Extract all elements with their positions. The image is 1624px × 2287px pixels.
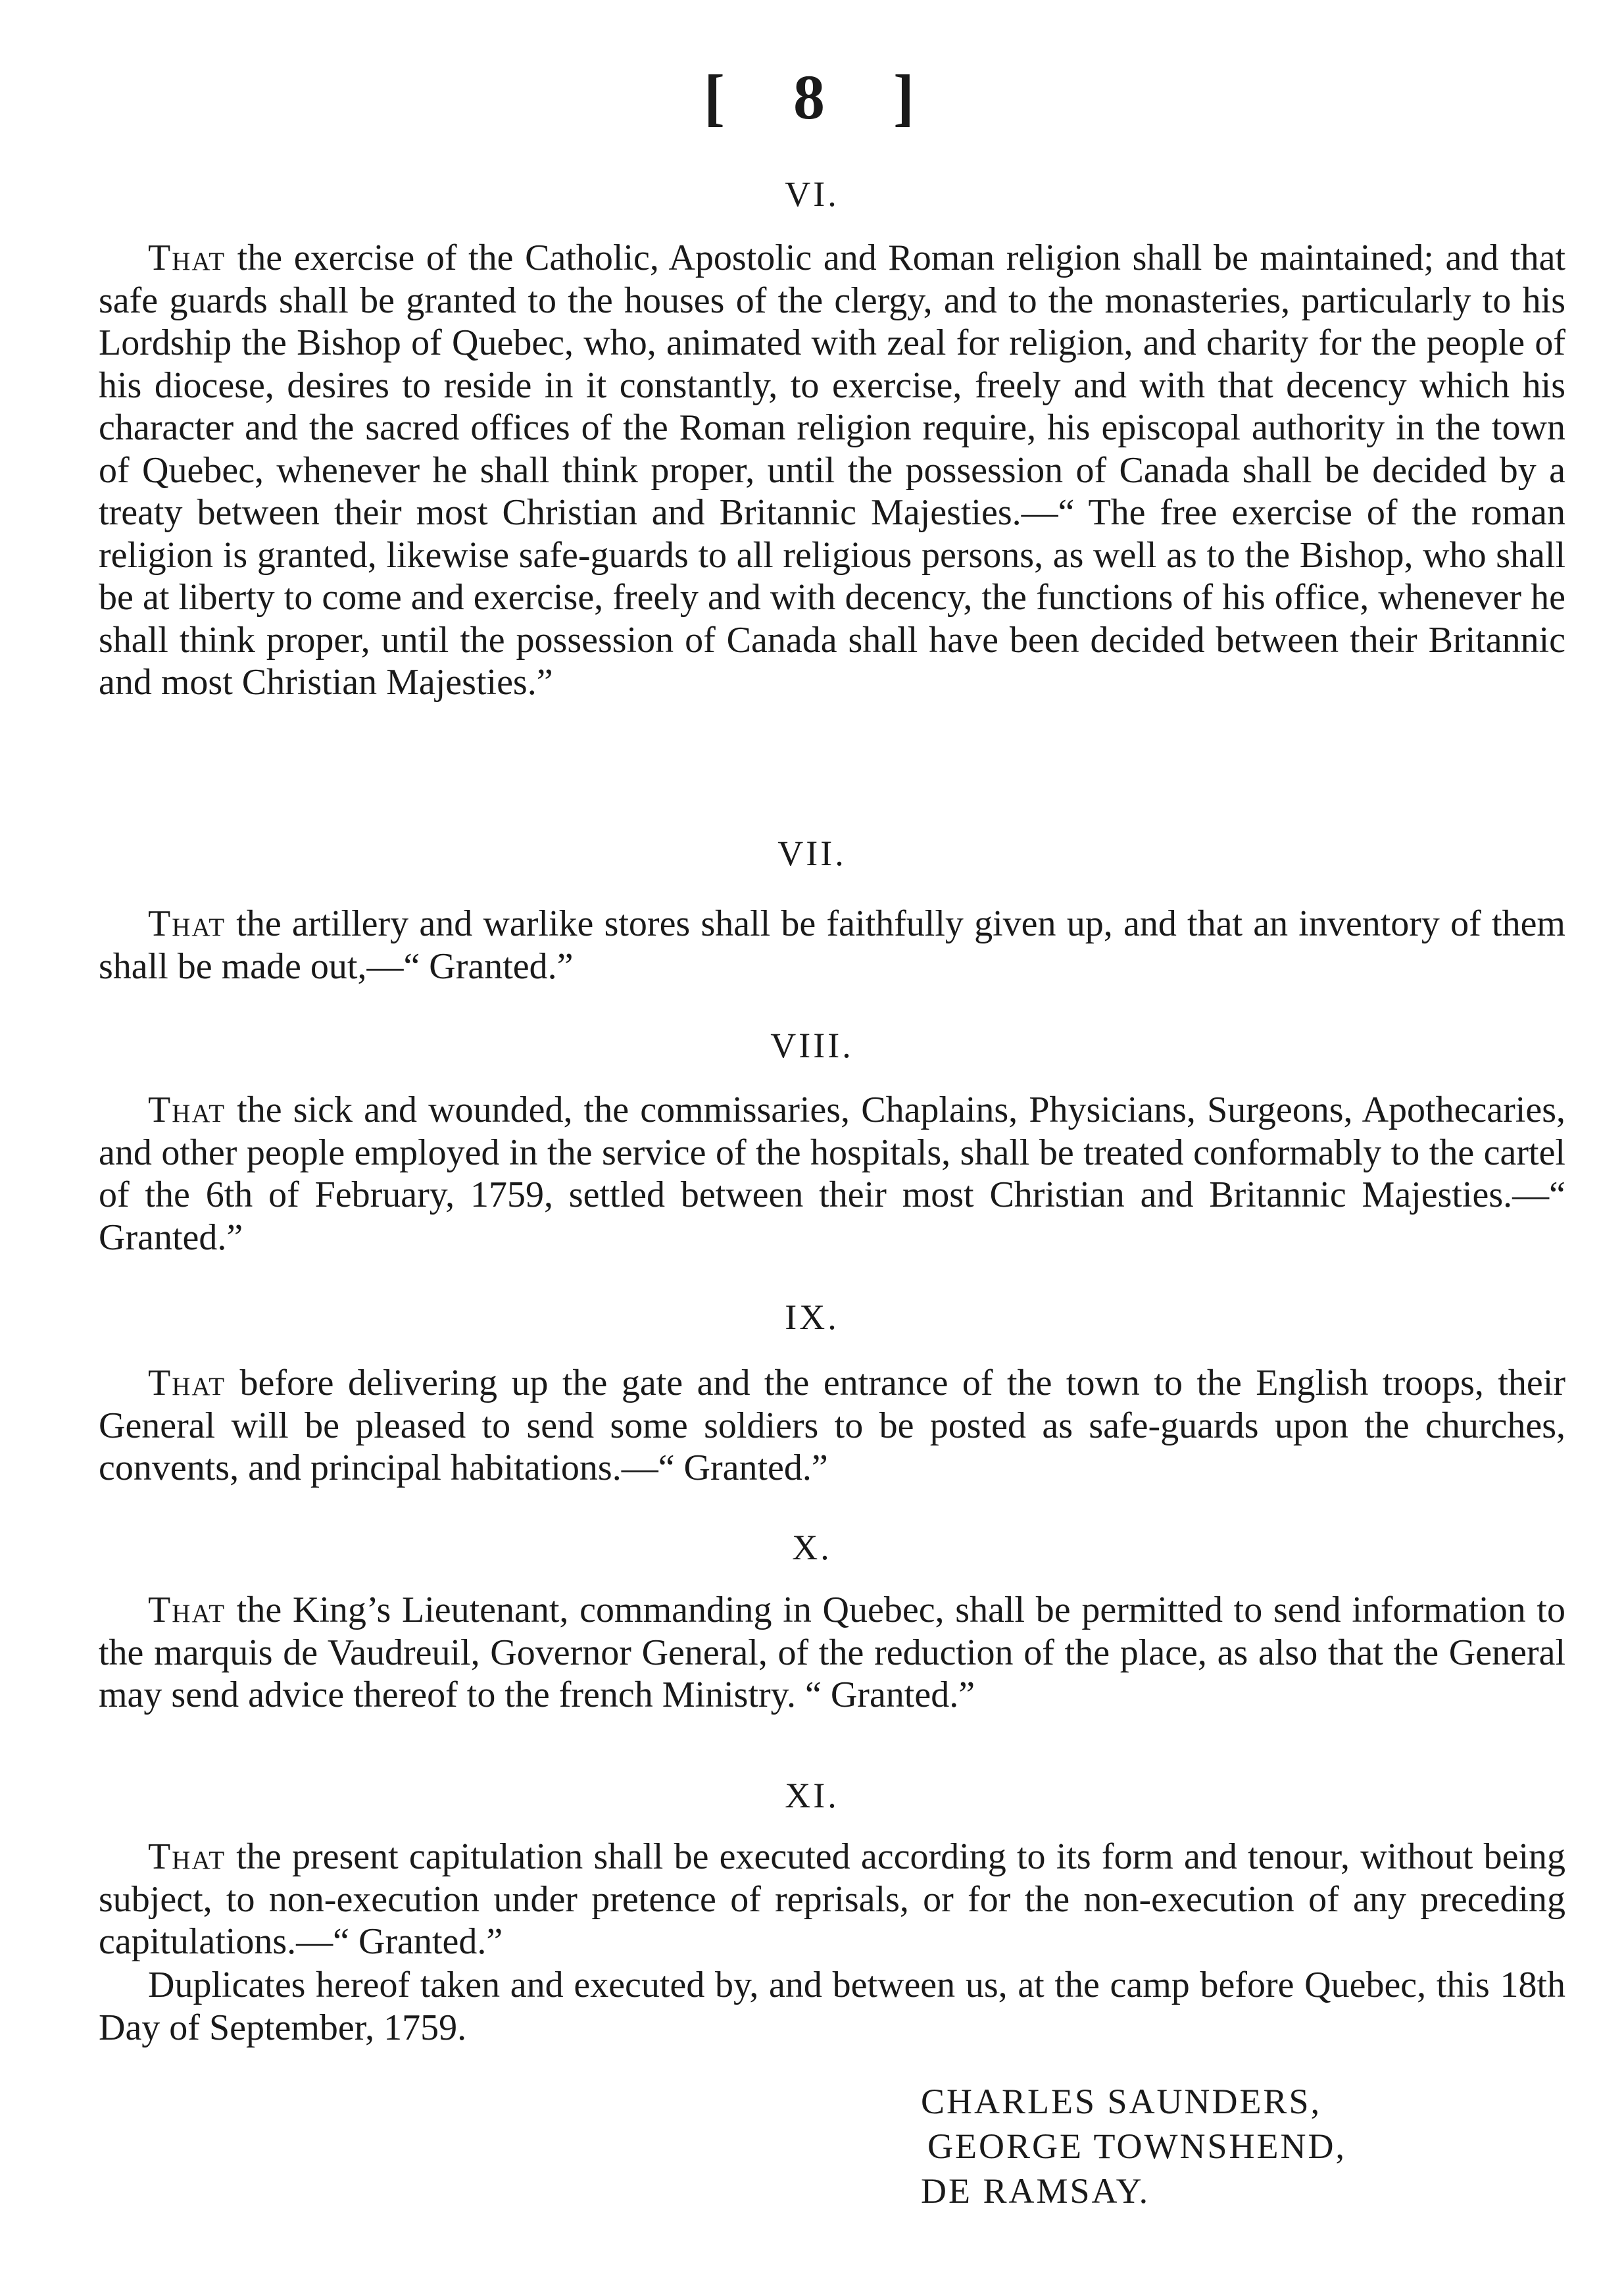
article-heading-xi: XI. — [785, 1776, 839, 1815]
article-text: the present capitulation shall be executed according to its form and tenour, without being subject, to non-execution under pretence of reprisals, or for the non-execution of any preceding capitulations.—“ Granted.” — [99, 1836, 1565, 1962]
closing-text: Duplicates hereof taken and executed by, and between us, at the camp before Quebec, this 18th Day of September, 1759. — [99, 1965, 1565, 2048]
signatory-name: DE RAMSAY. — [921, 2171, 1150, 2211]
article-lead-word: That — [148, 1836, 226, 1877]
article-paragraph-x — [99, 1589, 1565, 1717]
article-paragraph-vi — [99, 237, 1565, 704]
page-number: [ 8 ] — [704, 62, 941, 132]
article-text: the artillery and warlike stores shall be faithfully given up, and that an inventory of them shall be made out,—“ Granted.” — [99, 903, 1565, 987]
article-text: the exercise of the Catholic, Apostolic and Roman religion shall be maintained; and that safe guards shall be granted to the houses of the clergy, and to the monasteries, particularly to his Lordship the Bishop of Quebec, who, animated with zeal for religion, and charity for the people of his diocese, desires to reside in it constantly, to exercise, freely and with that decency which his character and the sacred offices of the Roman religion require, his episcopal authority in the town of Quebec, whenever he shall think proper, until the possession of Canada shall be decided by a treaty between their most Christian and Britannic Majesties.—“ The free exercise of the roman religion is granted, likewise safe-guards to all religious persons, as well as to the Bishop, who shall be at liberty to come and exercise, freely and with decency, the functions of his office, whenever he shall think proper, until the possession of Canada shall have been decided between their Britannic and most Christian Majesties.” — [99, 238, 1565, 703]
article-heading-vi: VI. — [785, 174, 839, 214]
article-heading-vii: VII. — [777, 834, 847, 873]
signature-block — [921, 2079, 1579, 2213]
article-paragraph-vii — [99, 903, 1565, 988]
article-lead-word: That — [148, 1363, 226, 1403]
article-text: before delivering up the gate and the entrance of the town to the English troops, their General will be pleased to send some soldiers to be posted as safe-guards upon the churches, convents, and principal habitations.—“ Granted.” — [99, 1363, 1565, 1488]
article-paragraph-viii — [99, 1089, 1565, 1259]
article-lead-word: That — [148, 1590, 226, 1630]
article-heading-ix: IX. — [785, 1297, 839, 1337]
signatory-name: CHARLES SAUNDERS, — [921, 2082, 1322, 2121]
article-heading-viii: VIII. — [770, 1026, 854, 1065]
article-paragraph-xi — [99, 1836, 1565, 1963]
article-lead-word: That — [148, 1090, 226, 1130]
article-text: the sick and wounded, the commissaries, Chaplains, Physicians, Surgeons, Apothecaries, and other people employed in the service of the hospitals, shall be treated conformably to the cartel of the 6th of February, 1759, settled between their most Christian and Britannic Majesties.—“ Granted.” — [99, 1090, 1565, 1258]
article-heading-x: X. — [792, 1528, 832, 1567]
article-text: the King’s Lieutenant, commanding in Quebec, shall be permitted to send information to the marquis de Vaudreuil, Governor General, of the reduction of the place, as also that the General may send advice thereof to the french Ministry. “ Granted.” — [99, 1590, 1565, 1715]
article-paragraph-ix — [99, 1362, 1565, 1490]
article-lead-word: That — [148, 903, 226, 944]
article-lead-word: That — [148, 238, 226, 278]
closing-paragraph — [99, 1964, 1565, 2049]
signatory-name: GEORGE TOWNSHEND, — [927, 2126, 1346, 2166]
